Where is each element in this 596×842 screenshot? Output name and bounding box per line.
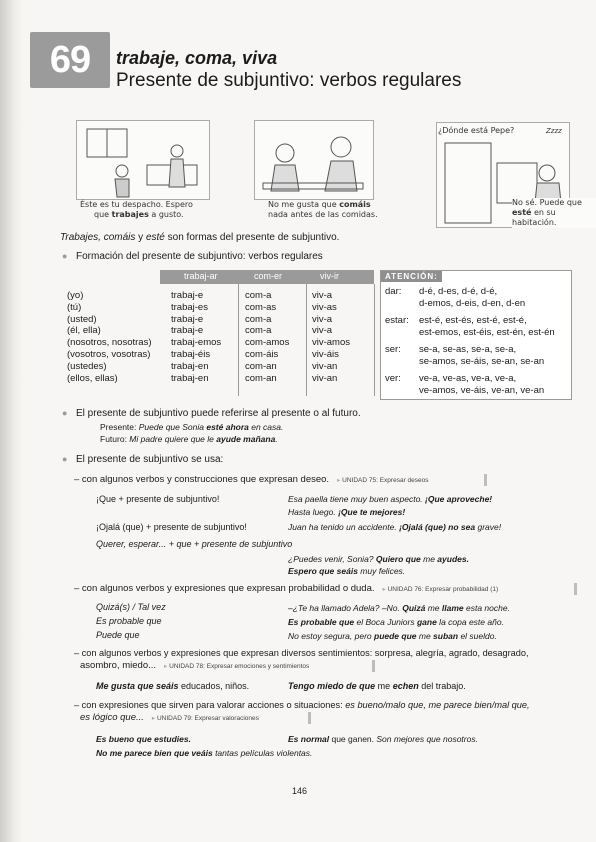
example-quiza: –¿Te ha llamado Adela? –No. Quizá me llame esta noche.: [288, 603, 510, 613]
example-querer: ¿Puedes venir, Sonia? Quiero que me ayudes.: [288, 554, 469, 564]
speech-bubble: ¿Dónde está Pepe?: [438, 126, 515, 135]
header-vivir: viv-ir: [320, 271, 339, 281]
illustration-caption-2: No me gusta que comáis nada antes de las comidas.: [268, 200, 378, 219]
header-trabajar: trabaj-ar: [184, 271, 218, 281]
unit-reference[interactable]: ▸ UNIDAD 78: Expresar emociones y sentimientos: [164, 662, 309, 670]
intro-text: Trabajes, comáis y esté son formas del presente de subjuntivo.: [60, 232, 340, 243]
use-feelings-cont: asombro, miedo...▸ UNIDAD 78: Expresar emociones y sentimientos: [80, 660, 309, 671]
example-no-me-parece: No me parece bien que veáis tantas películas violentas.: [96, 748, 313, 758]
rule-es-probable: Es probable que: [96, 616, 162, 626]
example-es-normal: Es normal que ganen. Son mejores que nosotros.: [288, 734, 478, 744]
illustration-office: [76, 120, 210, 200]
reference-marker: [372, 660, 375, 672]
attention-row-ser: ser: se-a, se-as, se-a, se-a, se-amos, se-áis, se-an, se-an: [385, 344, 545, 367]
rule-querer: Querer, esperar... + que + presente de subjuntivo: [96, 539, 293, 549]
example-es-bueno: Es bueno que estudies.: [96, 734, 191, 744]
example-miedo: Tengo miedo de que me echen del trabajo.: [288, 681, 466, 691]
trabajar-column: trabaj-e trabaj-es trabaj-e trabaj-e trabaj-emos trabaj-éis trabaj-en trabaj-en: [171, 290, 222, 384]
reference-marker: [574, 583, 577, 595]
attention-row-dar: dar: d-é, d-es, d-é, d-é, d-emos, d-eis, d-en, d-en: [385, 286, 526, 309]
comer-column: com-a com-as com-a com-a com-amos com-áis com-an com-an: [245, 290, 290, 384]
unit-reference[interactable]: ▸ UNIDAD 75: Expresar deseos: [337, 476, 428, 484]
page-edge: [0, 0, 24, 842]
example-que: Esa paella tiene muy buen aspecto. ¡Que aproveche!: [288, 494, 493, 504]
use-feelings: – con algunos verbos y expresiones que expresan diversos sentimientos: sorpresa, alegría, agrado, desagrado,: [74, 648, 529, 658]
divider: [306, 284, 307, 396]
pronoun-column: (yo) (tú) (usted) (él, ella) (nosotros, nosotras) (vosotros, vosotras) (ustedes) (ellos, ellas): [67, 290, 152, 384]
rule-puede-que: Puede que: [96, 630, 140, 640]
use-probability: – con algunos verbos y expresiones que expresan probabilidad o duda.▸ UNIDAD 76: Expresar probabilidad (1): [74, 583, 498, 594]
example-ojala: Juan ha tenido un accidente. ¡Ojalá (que) no sea grave!: [288, 522, 502, 532]
bullet-time-reference: ● El presente de subjuntivo puede referirse al presente o al futuro.: [76, 408, 361, 419]
bullet-uses: ● El presente de subjuntivo se usa:: [76, 454, 223, 465]
example-present: Presente: Puede que Sonia esté ahora en casa.: [100, 422, 284, 432]
use-desire: – con algunos verbos y construcciones que expresan deseo.▸ UNIDAD 75: Expresar deseos: [74, 474, 429, 485]
title-italic: trabaje, coma, viva: [116, 48, 278, 68]
unit-reference[interactable]: ▸ UNIDAD 79: Expresar valoraciones: [152, 714, 259, 722]
unit-number: 69: [30, 32, 110, 88]
example-esperar: Espero que seáis muy felices.: [288, 566, 406, 576]
example-es-probable: Es probable que el Boca Juniors gane la copa este año.: [288, 617, 504, 627]
example-future: Futuro: Mi padre quiere que le ayude mañana.: [100, 434, 278, 444]
rule-que: ¡Que + presente de subjuntivo!: [96, 494, 220, 504]
header-comer: com-er: [254, 271, 283, 281]
illustration-dinner: [254, 120, 374, 200]
use-evaluation-cont: es lógico que...▸ UNIDAD 79: Expresar valoraciones: [80, 712, 259, 723]
illustration-caption-3: No sé. Puede que esté en su habitación.: [512, 198, 596, 228]
use-evaluation: – con expresiones que sirven para valorar acciones o situaciones: es bueno/malo que, me parece bien/mal que,: [74, 700, 530, 710]
attention-row-estar: estar: est-é, est-és, est-é, est-é, est-emos, est-éis, est-én, est-én: [385, 315, 555, 338]
divider: [238, 284, 239, 396]
office-drawing: [77, 121, 209, 199]
reference-marker: [484, 474, 487, 486]
reference-marker: [308, 712, 311, 724]
snore-text: Zzzz: [546, 127, 562, 135]
example-me-gusta: Me gusta que seáis educados, niños.: [96, 681, 250, 691]
example-que-2: Hasta luego. ¡Que te mejores!: [288, 507, 406, 517]
divider: [374, 284, 375, 396]
example-puede-que: No estoy segura, pero puede que me suban el sueldo.: [288, 631, 497, 641]
attention-row-ver: ver: ve-a, ve-as, ve-a, ve-a, ve-amos, ve-áis, ve-an, ve-an: [385, 373, 545, 396]
dinner-drawing: [255, 121, 373, 199]
conjugation-header: [160, 270, 374, 284]
attention-box: [380, 270, 572, 400]
unit-reference[interactable]: ▸ UNIDAD 76: Expresar probabilidad (1): [383, 585, 499, 593]
attention-label: ATENCIÓN:: [381, 271, 442, 282]
illustration-caption-1: Éste es tu despacho. Espero que trabajes a gusto.: [80, 200, 193, 219]
rule-quiza: Quizá(s) / Tal vez: [96, 602, 166, 612]
vivir-column: viv-a viv-as viv-a viv-a viv-amos viv-áis viv-an viv-an: [312, 290, 351, 384]
page-title: Presente de subjuntivo: verbos regulares: [116, 70, 462, 91]
rule-ojala: ¡Ojalá (que) + presente de subjuntivo!: [96, 522, 247, 532]
page-number: 146: [292, 786, 308, 796]
bullet-formation: ● Formación del presente de subjuntivo: verbos regulares: [76, 251, 323, 262]
